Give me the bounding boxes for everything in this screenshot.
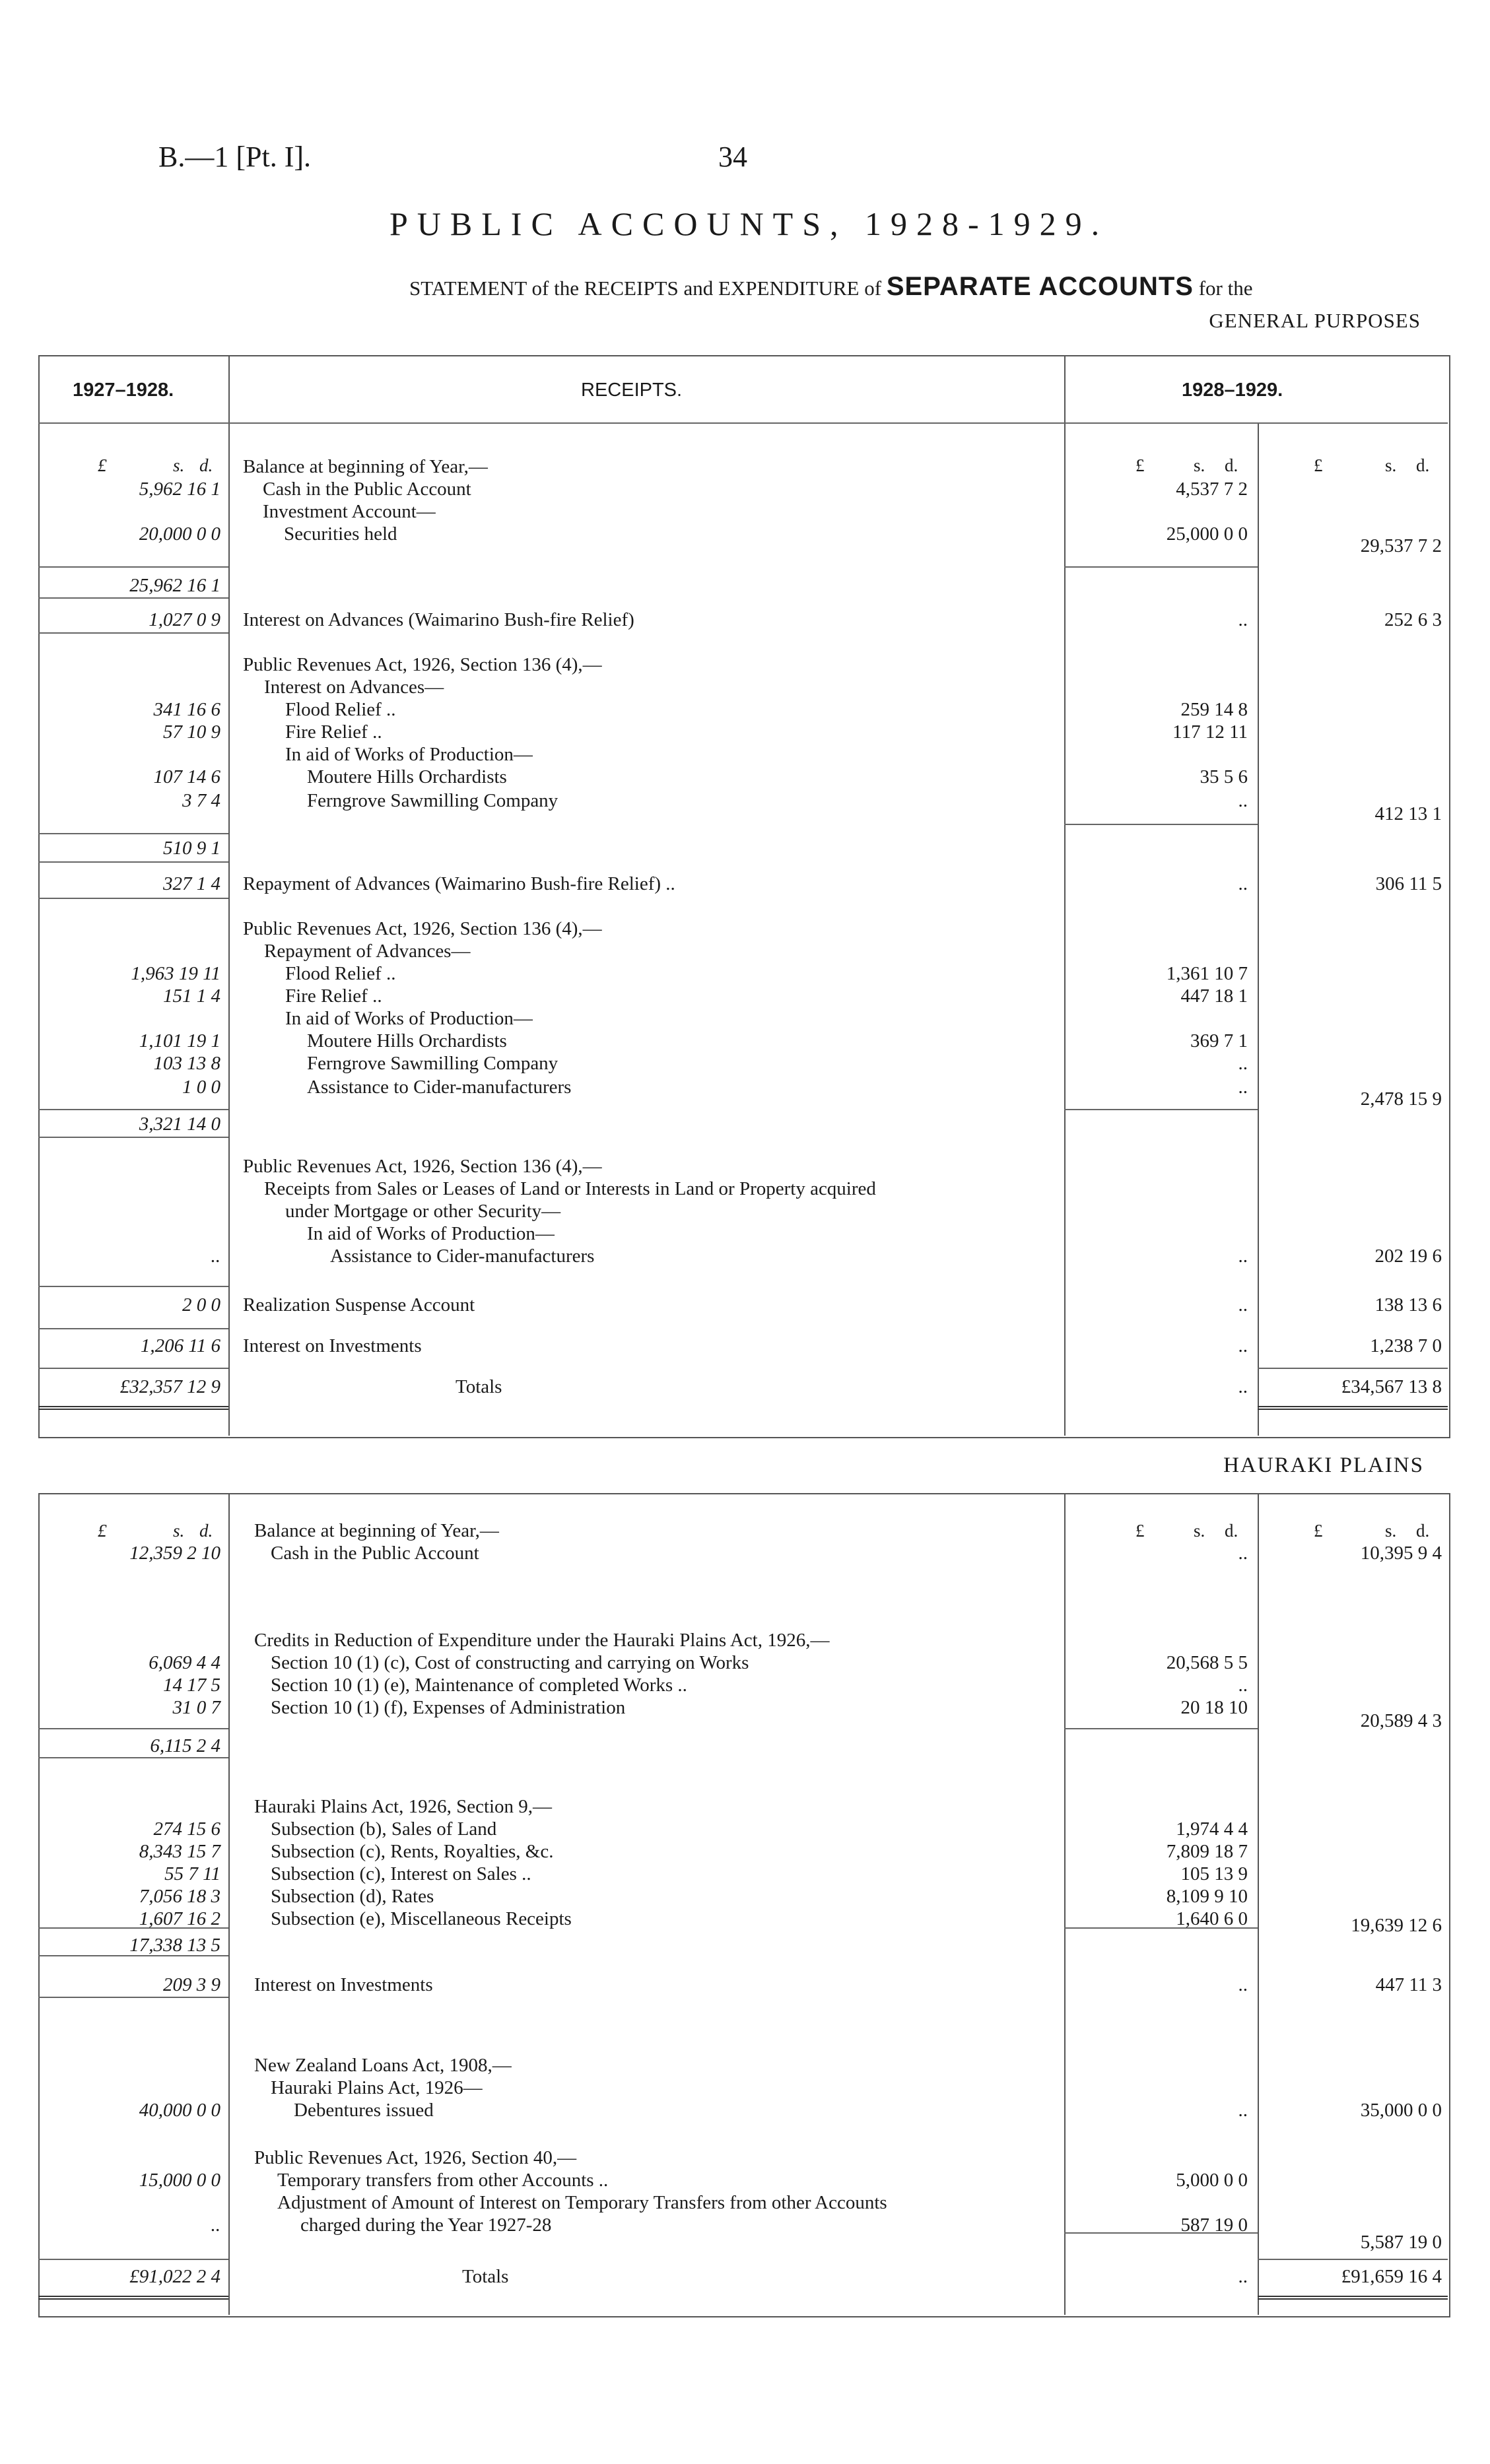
prev-year-amount: 31 0 7: [172, 1697, 220, 1718]
detail-amount: ..: [1238, 1376, 1248, 1397]
document-code: B.—1 [Pt. I].: [158, 141, 311, 173]
prev-year-amount: 103 13 8: [153, 1053, 220, 1074]
prev-year-amount: 3 7 4: [182, 790, 220, 811]
section-rule: [38, 1328, 228, 1329]
unit-pound: £: [1135, 455, 1145, 475]
detail-amount: ..: [1238, 873, 1248, 894]
section-rule: [38, 1137, 228, 1138]
receipt-description: Realization Suspense Account: [243, 1294, 475, 1315]
unit-pence: d.: [1225, 455, 1238, 475]
unit-pence: d.: [1416, 455, 1430, 475]
prev-year-amount: 1,027 0 9: [149, 609, 220, 630]
receipt-description: Flood Relief ..: [285, 699, 396, 720]
column-divider: [1064, 355, 1066, 1436]
detail-amount: 117 12 11: [1172, 721, 1248, 743]
total-amount: 2,478 15 9: [1360, 1088, 1442, 1110]
unit-pence: d.: [1416, 1521, 1430, 1541]
detail-amount: 25,000 0 0: [1166, 523, 1248, 545]
prev-year-amount: 341 16 6: [153, 699, 220, 720]
receipt-description: Cash in the Public Account: [271, 1543, 479, 1564]
section-rule: [1258, 1368, 1448, 1369]
subtotal-rule: [38, 1109, 228, 1110]
prev-year-amount: 57 10 9: [163, 721, 220, 743]
receipt-description: Credits in Reduction of Expenditure under the Hauraki Plains Act, 1926,—: [254, 1630, 830, 1651]
unit-pence: d.: [199, 1521, 213, 1541]
receipt-description: Assistance to Cider-manufacturers: [330, 1246, 595, 1267]
detail-amount: ..: [1238, 1077, 1248, 1098]
receipt-description: under Mortgage or other Security—: [285, 1201, 561, 1222]
subtotal-rule: [1064, 566, 1258, 568]
column-divider: [228, 1493, 230, 2315]
total-amount: 447 11 3: [1375, 1974, 1442, 1995]
detail-amount: 105 13 9: [1180, 1863, 1248, 1884]
prev-year-amount: 107 14 6: [153, 766, 220, 787]
receipt-description: Investment Account—: [263, 501, 436, 522]
receipt-description: Receipts from Sales or Leases of Land or Interests in Land or Property acquired: [264, 1178, 876, 1199]
prev-year-amount: 8,343 15 7: [139, 1841, 220, 1862]
unit-pound: £: [98, 1521, 107, 1541]
header-rule: [38, 422, 1448, 424]
detail-amount: 259 14 8: [1180, 699, 1248, 720]
unit-pound: £: [1314, 1521, 1323, 1541]
detail-amount: ..: [1238, 1974, 1248, 1995]
detail-amount: 20,568 5 5: [1166, 1652, 1248, 1673]
detail-amount: ..: [1238, 2100, 1248, 2121]
total-amount: 1,238 7 0: [1370, 1335, 1442, 1356]
total-amount: 10,395 9 4: [1360, 1543, 1442, 1564]
receipt-description: In aid of Works of Production—: [285, 744, 533, 765]
unit-pence: d.: [1225, 1521, 1238, 1541]
prev-year-amount: 20,000 0 0: [139, 523, 220, 545]
section-rule: [38, 1997, 228, 1998]
statement-subtitle: [409, 272, 1253, 302]
subtotal-rule: [38, 1728, 228, 1729]
total-amount: 20,589 4 3: [1360, 1710, 1442, 1731]
prev-year-amount: 17,338 13 5: [129, 1935, 220, 1956]
prev-year-amount: 327 1 4: [163, 873, 220, 894]
receipt-description: New Zealand Loans Act, 1908,—: [254, 2055, 512, 2076]
column-divider: [228, 355, 230, 1436]
col-receipts: RECEIPTS.: [581, 380, 683, 401]
total-double-rule: [38, 1406, 228, 1410]
unit-pound: £: [98, 455, 107, 475]
section-rule: [38, 2259, 228, 2260]
detail-amount: ..: [1238, 1335, 1248, 1356]
subtitle-bold: SEPARATE ACCOUNTS: [886, 272, 1194, 301]
prev-year-amount: 274 15 6: [153, 1818, 220, 1840]
receipt-description: Moutere Hills Orchardists: [307, 1030, 507, 1051]
total-double-rule: [1258, 1406, 1448, 1410]
receipt-description: Section 10 (1) (e), Maintenance of completed Works ..: [271, 1675, 687, 1696]
prev-year-amount: 151 1 4: [163, 985, 220, 1007]
prev-year-amount: 1,607 16 2: [139, 1908, 220, 1929]
receipt-description: Repayment of Advances—: [264, 941, 471, 962]
unit-pound: £: [1135, 1521, 1145, 1541]
prev-year-amount: 1 0 0: [182, 1077, 220, 1098]
detail-amount: 1,361 10 7: [1166, 963, 1248, 984]
receipt-description: Balance at beginning of Year,—: [243, 456, 488, 477]
receipt-description: Temporary transfers from other Accounts ..: [277, 2170, 609, 2191]
prev-year-amount: 12,359 2 10: [129, 1543, 220, 1564]
detail-amount: ..: [1238, 2266, 1248, 2287]
prev-year-amount: £32,357 12 9: [119, 1376, 220, 1397]
column-divider: [1258, 1493, 1259, 2315]
column-divider: [1258, 422, 1259, 1436]
receipt-description: Totals: [456, 1376, 502, 1397]
receipt-description: Adjustment of Amount of Interest on Temporary Transfers from other Accounts: [277, 2192, 887, 2213]
section-rule: [1258, 2259, 1448, 2260]
receipt-description: Cash in the Public Account: [263, 479, 471, 500]
detail-amount: 369 7 1: [1190, 1030, 1248, 1051]
col-prev-year: 1927–1928.: [73, 380, 174, 401]
prev-year-amount: ..: [211, 1246, 220, 1267]
detail-amount: 4,537 7 2: [1176, 479, 1248, 500]
section-rule: [38, 898, 228, 899]
prev-year-amount: 1,963 19 11: [131, 963, 220, 984]
receipt-description: Ferngrove Sawmilling Company: [307, 790, 559, 811]
receipt-description: Hauraki Plains Act, 1926—: [271, 2077, 483, 2098]
receipt-description: Interest on Investments: [254, 1974, 433, 1995]
page-title: PUBLIC ACCOUNTS, 1928-1929.: [389, 205, 1109, 242]
detail-amount: 5,000 0 0: [1176, 2170, 1248, 2191]
prev-year-amount: 14 17 5: [163, 1675, 220, 1696]
detail-amount: 8,109 9 10: [1166, 1886, 1248, 1907]
prev-year-amount: 1,101 19 1: [139, 1030, 220, 1051]
section-rule: [38, 632, 228, 634]
detail-amount: ..: [1238, 1246, 1248, 1267]
unit-shilling: s.: [173, 455, 185, 475]
receipt-description: Section 10 (1) (f), Expenses of Administration: [271, 1697, 626, 1718]
receipt-description: In aid of Works of Production—: [307, 1223, 555, 1244]
receipt-description: Moutere Hills Orchardists: [307, 766, 507, 787]
section-rule: [38, 1286, 228, 1287]
receipt-description: Interest on Advances (Waimarino Bush-fire Relief): [243, 609, 634, 630]
subtitle-pre: STATEMENT of the RECEIPTS and EXPENDITURE of: [409, 277, 882, 300]
receipt-description: Subsection (c), Rents, Royalties, &c.: [271, 1841, 554, 1862]
receipt-description: Debentures issued: [294, 2100, 434, 2121]
page-number: 34: [718, 141, 747, 173]
unit-shilling: s.: [1194, 1521, 1205, 1541]
detail-amount: 35 5 6: [1200, 766, 1248, 787]
receipt-description: Securities held: [284, 523, 397, 545]
subtotal-rule: [38, 833, 228, 834]
subtotal-rule: [38, 566, 228, 568]
prev-year-amount: 25,962 16 1: [129, 575, 220, 596]
detail-amount: ..: [1238, 1294, 1248, 1315]
receipt-description: Totals: [462, 2266, 509, 2287]
detail-amount: ..: [1238, 1053, 1248, 1074]
section-rule: [38, 1368, 228, 1369]
prev-year-amount: 6,115 2 4: [150, 1735, 220, 1756]
subtotal-rule: [1064, 1109, 1258, 1110]
receipt-description: Assistance to Cider-manufacturers: [307, 1077, 572, 1098]
detail-amount: ..: [1238, 609, 1248, 630]
prev-year-amount: 55 7 11: [164, 1863, 220, 1884]
total-amount: 29,537 7 2: [1360, 535, 1442, 556]
total-amount: 138 13 6: [1374, 1294, 1442, 1315]
receipt-description: Interest on Investments: [243, 1335, 422, 1356]
unit-shilling: s.: [1385, 1521, 1397, 1541]
total-amount: 306 11 5: [1375, 873, 1442, 894]
detail-amount: ..: [1238, 790, 1248, 811]
prev-year-amount: 7,056 18 3: [139, 1886, 220, 1907]
total-double-rule: [1258, 2296, 1448, 2300]
detail-amount: 1,974 4 4: [1176, 1818, 1248, 1840]
unit-pence: d.: [199, 455, 213, 475]
receipt-description: Ferngrove Sawmilling Company: [307, 1053, 559, 1074]
receipt-description: Balance at beginning of Year,—: [254, 1520, 499, 1541]
prev-year-amount: 2 0 0: [182, 1294, 220, 1315]
receipt-description: Fire Relief ..: [285, 985, 382, 1007]
receipt-description: Subsection (b), Sales of Land: [271, 1818, 497, 1840]
receipt-description: In aid of Works of Production—: [285, 1008, 533, 1029]
prev-year-amount: ..: [211, 2214, 220, 2236]
column-divider: [1064, 1493, 1066, 2315]
total-amount: 202 19 6: [1374, 1246, 1442, 1267]
receipt-description: Subsection (d), Rates: [271, 1886, 434, 1907]
receipt-description: Public Revenues Act, 1926, Section 40,—: [254, 2147, 577, 2168]
prev-year-amount: 15,000 0 0: [139, 2170, 220, 2191]
detail-amount: ..: [1238, 1543, 1248, 1564]
total-amount: 35,000 0 0: [1360, 2100, 1442, 2121]
total-amount: 19,639 12 6: [1351, 1915, 1442, 1936]
subtotal-rule: [1064, 824, 1258, 825]
receipt-description: Flood Relief ..: [285, 963, 396, 984]
unit-shilling: s.: [1385, 455, 1397, 475]
detail-amount: 1,640 6 0: [1176, 1908, 1248, 1929]
section-rule: [38, 861, 228, 863]
prev-year-amount: 3,321 14 0: [139, 1114, 220, 1135]
detail-amount: 7,809 18 7: [1166, 1841, 1248, 1862]
total-amount: £34,567 13 8: [1341, 1376, 1442, 1397]
unit-pound: £: [1314, 455, 1323, 475]
prev-year-amount: £91,022 2 4: [129, 2266, 220, 2287]
receipt-description: Public Revenues Act, 1926, Section 136 (4),—: [243, 1156, 602, 1177]
subtotal-rule: [1064, 1728, 1258, 1729]
receipt-description: Hauraki Plains Act, 1926, Section 9,—: [254, 1796, 553, 1817]
detail-amount: 20 18 10: [1180, 1697, 1248, 1718]
prev-year-amount: 5,962 16 1: [139, 479, 220, 500]
receipt-description: Interest on Advances—: [264, 677, 444, 698]
total-amount: 5,587 19 0: [1360, 2232, 1442, 2253]
receipt-description: Public Revenues Act, 1926, Section 136 (4),—: [243, 654, 602, 675]
receipt-description: Subsection (c), Interest on Sales ..: [271, 1863, 531, 1884]
table-frame: [38, 355, 1450, 1438]
prev-year-amount: 510 9 1: [163, 838, 220, 859]
prev-year-amount: 6,069 4 4: [149, 1652, 220, 1673]
receipt-description: Repayment of Advances (Waimarino Bush-fire Relief) ..: [243, 873, 675, 894]
total-double-rule: [38, 2296, 228, 2300]
subtitle-post: for the: [1198, 277, 1253, 300]
receipt-description: charged during the Year 1927-28: [300, 2214, 552, 2236]
total-amount: £91,659 16 4: [1341, 2266, 1442, 2287]
detail-amount: ..: [1238, 1675, 1248, 1696]
total-amount: 412 13 1: [1374, 803, 1442, 824]
section-rule: [38, 597, 228, 599]
detail-amount: 587 19 0: [1180, 2214, 1248, 2236]
section-title-general: GENERAL PURPOSES: [1209, 309, 1421, 332]
receipt-description: Subsection (e), Miscellaneous Receipts: [271, 1908, 572, 1929]
prev-year-amount: 1,206 11 6: [140, 1335, 220, 1356]
total-amount: 252 6 3: [1384, 609, 1442, 630]
prev-year-amount: 209 3 9: [163, 1974, 220, 1995]
receipt-description: Public Revenues Act, 1926, Section 136 (4),—: [243, 918, 602, 939]
receipt-description: Fire Relief ..: [285, 721, 382, 743]
section-rule: [38, 1757, 228, 1758]
unit-shilling: s.: [173, 1521, 185, 1541]
col-curr-year: 1928–1929.: [1182, 380, 1283, 401]
unit-shilling: s.: [1194, 455, 1205, 475]
section-title-hauraki: HAURAKI PLAINS: [1223, 1453, 1424, 1477]
detail-amount: 447 18 1: [1180, 985, 1248, 1007]
receipt-description: Section 10 (1) (c), Cost of constructing and carrying on Works: [271, 1652, 749, 1673]
prev-year-amount: 40,000 0 0: [139, 2100, 220, 2121]
